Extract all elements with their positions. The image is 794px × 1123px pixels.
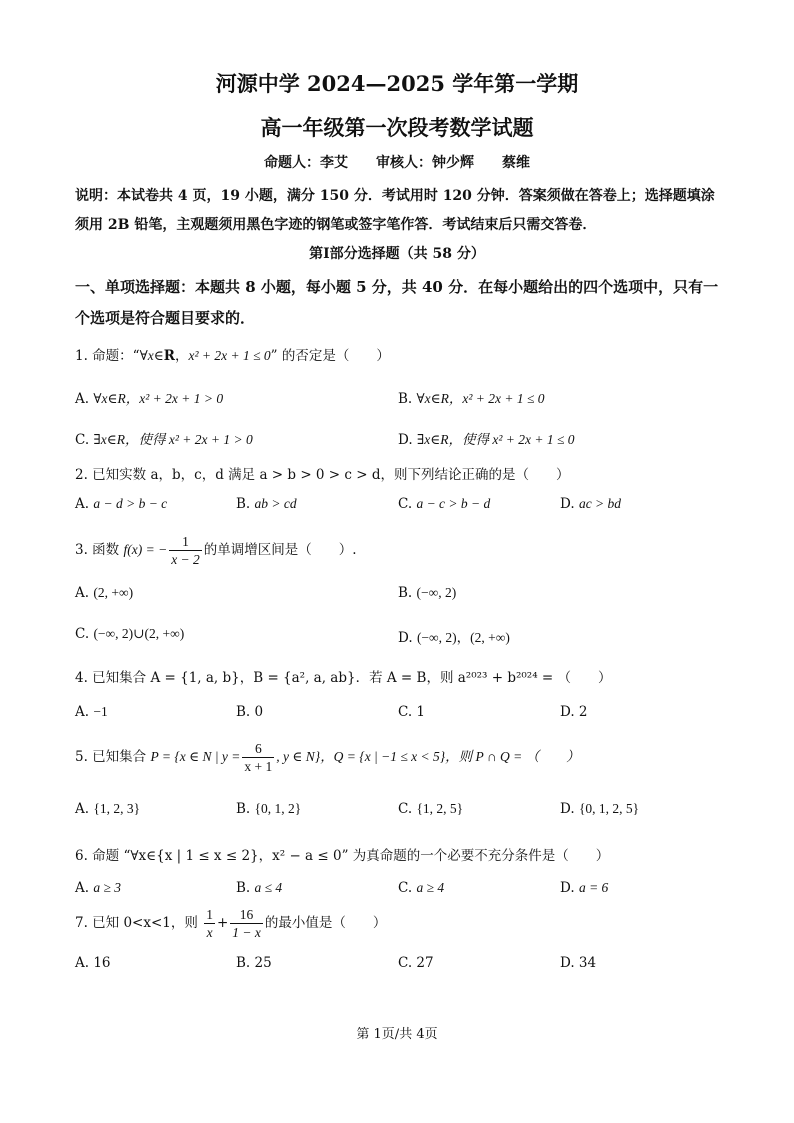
author: 命题人：李艾: [264, 155, 348, 171]
question-2-option-d: D. ac > bd: [560, 496, 622, 512]
part-title: 第Ⅰ部分选择题（共 58 分）: [309, 246, 485, 262]
reviewer-2: 蔡维: [502, 155, 530, 171]
authors-line: [0, 152, 794, 172]
question-1-option-a: A. ∀x∈R，x² + 2x + 1 > 0: [75, 391, 224, 407]
question-5-option-b: B. {0, 1, 2}: [236, 801, 302, 817]
fraction: $\frac{6}{x + 1}$: [244, 741, 273, 774]
question-4-option-a: A. −1: [75, 704, 108, 720]
question-4-option-d: D. 2: [560, 704, 588, 720]
fraction-2: $\frac{16}{1 - x}$: [232, 907, 261, 940]
question-4-stem: 4. 已知集合 A = {1, a, b}，B = {a², a, ab}．若 A = B，则 a²⁰²³ + b²⁰²⁴ = （ ）: [75, 670, 612, 686]
question-5-option-d: D. {0, 1, 2, 5}: [560, 801, 640, 817]
question-4-option-b: B. 0: [236, 704, 264, 720]
question-2-stem: 2. 已知实数 a，b，c，d 满足 a > b > 0 > c > d，则下列结论正确的是（ ）: [75, 467, 570, 483]
question-7-option-d: D. 34: [560, 955, 597, 971]
question-2-option-a: A. a − d > b − c: [75, 496, 168, 512]
question-3-option-b: B. (−∞, 2): [398, 585, 457, 601]
reviewer: 审核人：钟少辉: [376, 155, 474, 171]
question-6-option-a: A. a ≥ 3: [75, 880, 122, 896]
question-7-option-a: A. 16: [75, 955, 111, 971]
question-2-option-c: C. a − c > b − d: [398, 496, 491, 512]
question-6-option-b: B. a ≤ 4: [236, 880, 283, 896]
question-5-option-c: C. {1, 2, 5}: [398, 801, 464, 817]
exam-instructions: 说明：本试卷共 4 页，19 小题，满分 150 分．考试用时 120 分钟．答案须做在答卷上；选择题填涂须用 2B 铅笔，主观题须用黑色字迹的钢笔或签字笔作答．考试结束后只需交答卷．: [75, 188, 715, 233]
fraction-1: $\frac{1}{x}$: [206, 907, 213, 940]
question-2-option-b: B. ab > cd: [236, 496, 297, 512]
exam-title-line1: 河源中学 2024—2025 学年第一学期: [215, 71, 579, 96]
question-3-option-c: C. (−∞, 2)∪(2, +∞): [75, 626, 185, 642]
question-3-option-a: A. (2, +∞): [75, 585, 134, 601]
question-1-option-b: B. ∀x∈R，x² + 2x + 1 ≤ 0: [398, 391, 545, 407]
question-1-option-d: D. ∃x∈R，使得 x² + 2x + 1 ≤ 0: [398, 432, 575, 448]
question-5-stem: 5. 已知集合 P = {x ∈ N | y = $\frac{6}{x + 1}$ , y ∈ N}，Q = {x | −1 ≤ x < 5}，则 P ∩ Q = （ ）: [75, 741, 580, 774]
page-footer: 第 1页/共 4页: [356, 1027, 438, 1042]
question-1-stem: 1. 命题：“∀x∈R，x² + 2x + 1 ≤ 0” 的否定是（ ）: [75, 348, 390, 364]
question-7-option-c: C. 27: [398, 955, 434, 971]
question-5-option-a: A. {1, 2, 3}: [75, 801, 141, 817]
question-7-stem: 7. 已知 0<x<1，则 $\frac{1}{x}$ + $\frac{16}{1 - x}$ 的最小值是（ ）: [75, 907, 387, 940]
question-7-option-b: B. 25: [236, 955, 272, 971]
section-title: 一、单项选择题：本题共 8 小题，每小题 5 分，共 40 分．在每小题给出的四个选项中，只有一个选项是符合题目要求的．: [75, 278, 719, 327]
question-4-option-c: C. 1: [398, 704, 426, 720]
exam-title-line2: 高一年级第一次段考数学试题: [260, 115, 534, 140]
question-6-option-c: C. a ≥ 4: [398, 880, 445, 896]
question-3-option-d: D. (−∞, 2)，(2, +∞): [398, 630, 510, 646]
question-6-option-d: D. a = 6: [560, 880, 609, 896]
question-3-stem: 3. 函数 f(x) = − $\frac{1}{x - 2}$ 的单调增区间是（ ）.: [75, 534, 357, 567]
fraction: $\frac{1}{x - 2}$: [171, 534, 200, 567]
question-6-stem: 6. 命题 “∀x∈{x | 1 ≤ x ≤ 2}，x² − a ≤ 0” 为真命题的一个必要不充分条件是（ ）: [75, 848, 610, 864]
question-1-option-c: C. ∃x∈R，使得 x² + 2x + 1 > 0: [75, 432, 253, 448]
